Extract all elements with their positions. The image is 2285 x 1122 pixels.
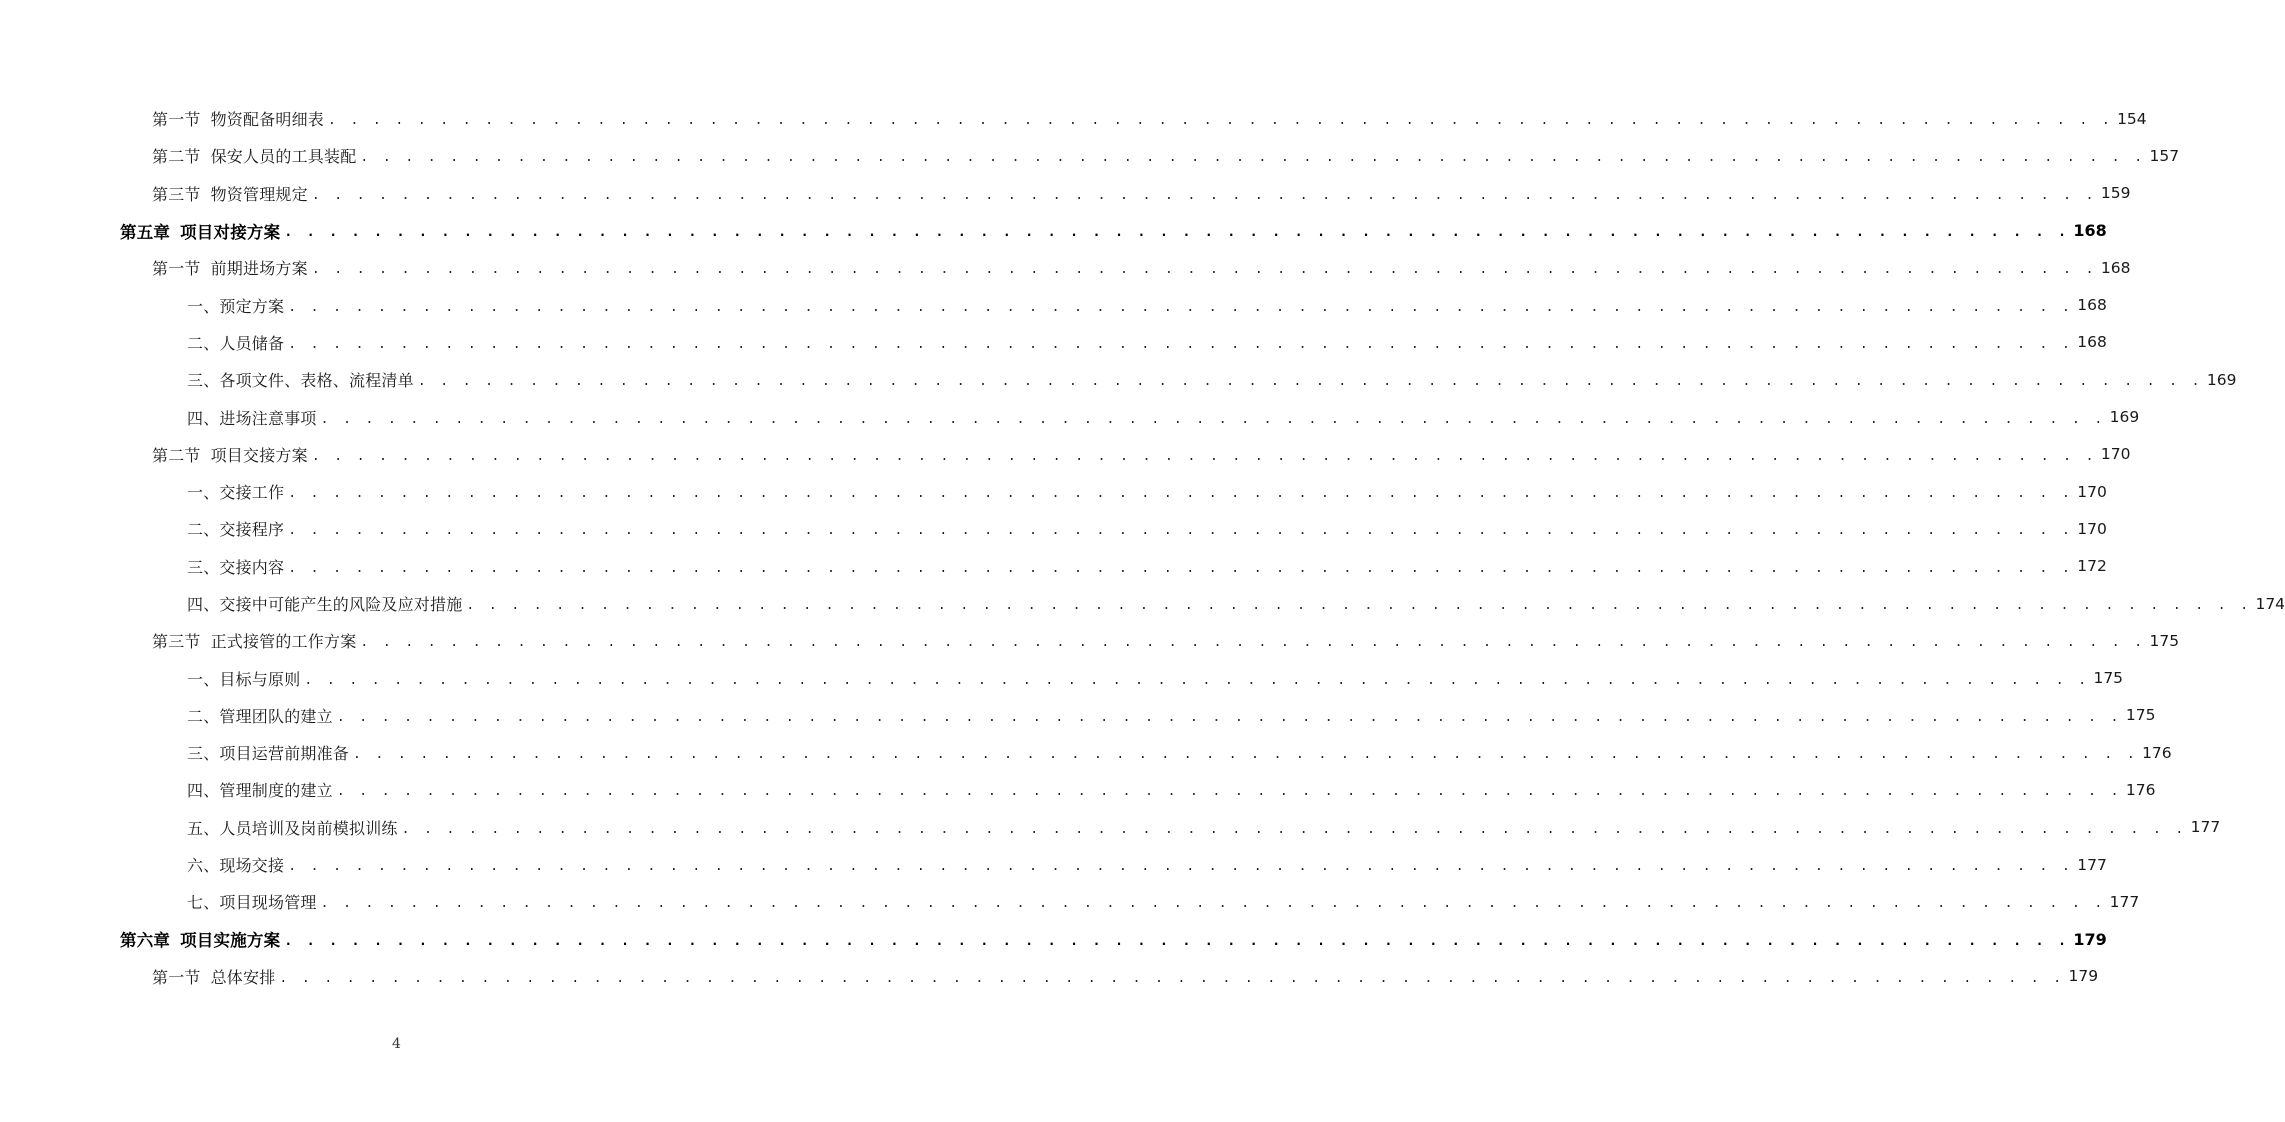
toc-entry-text: [152, 107, 324, 130]
toc-dot-leader: . . . . . . . . . . . . . . . . . . . . . . . . . . . . . . . . . . . . . . . . . . . . . . . . . . . . . . . . . . . . . . . . . . . . . . . . . . . . . . . .: [360, 150, 2146, 166]
toc-entry-title: 项目实施方案: [180, 931, 281, 951]
toc-section-entry[interactable]: [0, 958, 2099, 995]
toc-entry-text: [152, 182, 308, 205]
toc-entry-text: [187, 704, 333, 727]
toc-entry-label: 第五章: [120, 222, 171, 242]
toc-dot-leader: . . . . . . . . . . . . . . . . . . . . . . . . . . . . . . . . . . . . . . . . . . . . . . . . . . . . . . . . . . . . . . . . . . . . . . . . . . . . . . . .: [284, 933, 2070, 949]
toc-entry-page-number: 176: [2142, 743, 2172, 762]
toc-dot-leader: . . . . . . . . . . . . . . . . . . . . . . . . . . . . . . . . . . . . . . . . . . . . . . . . . . . . . . . . . . . . . . . . . . . . . . . . . . . . . . . .: [288, 299, 2074, 315]
toc-entry-page-number: 177: [2077, 855, 2107, 874]
toc-dot-leader: . . . . . . . . . . . . . . . . . . . . . . . . . . . . . . . . . . . . . . . . . . . . . . . . . . . . . . . . . . . . . . . . . . . . . . . . . . . . . . . .: [311, 262, 2097, 278]
toc-entry-title: 项目对接方案: [180, 222, 281, 242]
toc-entry-label: 第一节: [152, 259, 201, 279]
toc-entry-label: 第二节: [152, 445, 201, 465]
toc-dot-leader: . . . . . . . . . . . . . . . . . . . . . . . . . . . . . . . . . . . . . . . . . . . . . . . . . . . . . . . . . . . . . . . . . . . . . . . . . . . . . . . .: [417, 374, 2203, 390]
toc-entry-page-number: 168: [2077, 333, 2107, 352]
toc-dot-leader: . . . . . . . . . . . . . . . . . . . . . . . . . . . . . . . . . . . . . . . . . . . . . . . . . . . . . . . . . . . . . . . . . . . . . . . . . . . . . . . .: [288, 336, 2074, 352]
toc-entry-text: [187, 331, 284, 354]
toc-entry-title: 四、交接中可能产生的风险及应对措施: [187, 595, 463, 614]
toc-entry-label: 第六章: [120, 931, 171, 951]
table-of-contents: [0, 100, 2285, 995]
toc-dot-leader: . . . . . . . . . . . . . . . . . . . . . . . . . . . . . . . . . . . . . . . . . . . . . . . . . . . . . . . . . . . . . . . . . . . . . . . . . . . . . . . .: [336, 709, 2122, 725]
toc-entry-title: 五、人员培训及岗前模拟训练: [187, 818, 398, 838]
toc-entry-title: 三、各项文件、表格、流程清单: [187, 371, 414, 391]
toc-entry-text: [120, 927, 280, 951]
toc-entry-title: 四、进场注意事项: [187, 408, 317, 428]
toc-section-entry[interactable]: [0, 249, 2131, 286]
toc-entry-page-number: 175: [2125, 706, 2156, 725]
toc-entry-text: [187, 517, 284, 540]
toc-subsection-entry[interactable]: [0, 473, 2107, 510]
toc-subsection-entry[interactable]: [0, 809, 2221, 846]
toc-entry-text: [187, 778, 333, 801]
toc-subsection-entry[interactable]: [0, 734, 2172, 771]
toc-section-entry[interactable]: [0, 622, 2180, 659]
toc-subsection-entry[interactable]: [0, 286, 2107, 323]
toc-dot-leader: . . . . . . . . . . . . . . . . . . . . . . . . . . . . . . . . . . . . . . . . . . . . . . . . . . . . . . . . . . . . . . . . . . . . . . . . . . . . . . . .: [288, 523, 2074, 539]
toc-entry-label: 第三节: [152, 632, 201, 652]
toc-entry-page-number: 154: [2117, 109, 2147, 128]
toc-dot-leader: . . . . . . . . . . . . . . . . . . . . . . . . . . . . . . . . . . . . . . . . . . . . . . . . . . . . . . . . . . . . . . . . . . . . . . . . . . . . . . . .: [311, 187, 2097, 203]
toc-entry-title: 二、交接程序: [187, 520, 285, 540]
toc-entry-text: [187, 741, 349, 764]
toc-subsection-entry[interactable]: [0, 585, 2285, 622]
toc-dot-leader: . . . . . . . . . . . . . . . . . . . . . . . . . . . . . . . . . . . . . . . . . . . . . . . . . . . . . . . . . . . . . . . . . . . . . . . . . . . . . . . .: [311, 448, 2097, 464]
toc-entry-page-number: 169: [2206, 370, 2237, 389]
toc-entry-page-number: 168: [2100, 258, 2131, 277]
toc-entry-page-number: 179: [2073, 929, 2107, 949]
toc-entry-page-number: 172: [2077, 557, 2107, 576]
toc-entry-title: 七、项目现场管理: [187, 893, 317, 913]
toc-entry-text: [152, 144, 356, 167]
toc-subsection-entry[interactable]: [0, 324, 2107, 361]
toc-entry-page-number: 174: [2255, 594, 2285, 613]
toc-entry-page-number: 159: [2100, 184, 2131, 203]
toc-entry-text: [187, 406, 317, 429]
toc-chapter-entry[interactable]: [0, 212, 2107, 249]
toc-dot-leader: . . . . . . . . . . . . . . . . . . . . . . . . . . . . . . . . . . . . . . . . . . . . . . . . . . . . . . . . . . . . . . . . . . . . . . . . . . . . . . . .: [288, 560, 2074, 576]
toc-entry-text: [187, 890, 317, 913]
toc-entry-title: 物资管理规定: [210, 184, 308, 204]
toc-dot-leader: . . . . . . . . . . . . . . . . . . . . . . . . . . . . . . . . . . . . . . . . . . . . . . . . . . . . . . . . . . . . . . . . . . . . . . . . . . . . . . . .: [466, 598, 2252, 613]
toc-entry-title: 项目交接方案: [210, 445, 308, 465]
toc-entry-label: 第三节: [152, 184, 201, 204]
toc-entry-title: 四、管理制度的建立: [187, 781, 333, 801]
toc-dot-leader: . . . . . . . . . . . . . . . . . . . . . . . . . . . . . . . . . . . . . . . . . . . . . . . . . . . . . . . . . . . . . . . . . . . . . . . . . . . . . . . .: [360, 635, 2146, 651]
toc-entry-text: [120, 219, 280, 243]
toc-entry-title: 物资配备明细表: [210, 110, 325, 130]
toc-entry-page-number: 175: [2093, 669, 2124, 688]
toc-entry-page-number: 177: [2190, 818, 2221, 837]
toc-entry-text: [152, 256, 308, 279]
page-number: 4: [392, 1036, 401, 1052]
toc-subsection-entry[interactable]: [0, 771, 2156, 808]
toc-subsection-entry[interactable]: [0, 846, 2107, 883]
toc-section-entry[interactable]: [0, 175, 2131, 212]
toc-entry-text: [152, 629, 356, 652]
toc-entry-text: [187, 555, 284, 578]
toc-entry-title: 保安人员的工具装配: [210, 147, 357, 167]
toc-entry-page-number: 176: [2125, 780, 2156, 799]
toc-entry-title: 前期进场方案: [210, 259, 308, 279]
toc-entry-text: [187, 816, 398, 839]
toc-entry-text: [152, 965, 275, 988]
toc-dot-leader: . . . . . . . . . . . . . . . . . . . . . . . . . . . . . . . . . . . . . . . . . . . . . . . . . . . . . . . . . . . . . . . . . . . . . . . . . . . . . . . .: [284, 225, 2070, 241]
toc-entry-text: [152, 443, 308, 466]
toc-entry-page-number: 170: [2100, 445, 2131, 464]
toc-entry-page-number: 169: [2109, 408, 2140, 427]
toc-entry-text: [187, 294, 284, 317]
toc-entry-title: 一、交接工作: [187, 483, 285, 503]
toc-section-entry[interactable]: [0, 436, 2131, 473]
toc-entry-text: [187, 592, 462, 615]
toc-subsection-entry[interactable]: [0, 398, 2140, 435]
toc-dot-leader: . . . . . . . . . . . . . . . . . . . . . . . . . . . . . . . . . . . . . . . . . . . . . . . . . . . . . . . . . . . . . . . . . . . . . . . . . . . . . . . .: [288, 486, 2074, 502]
toc-entry-label: 第一节: [152, 110, 201, 130]
toc-entry-title: 六、现场交接: [187, 856, 285, 876]
toc-entry-page-number: 170: [2077, 519, 2107, 538]
toc-entry-page-number: 170: [2077, 482, 2107, 501]
toc-dot-leader: . . . . . . . . . . . . . . . . . . . . . . . . . . . . . . . . . . . . . . . . . . . . . . . . . . . . . . . . . . . . . . . . . . . . . . . . . . . . . . . .: [353, 747, 2139, 763]
toc-dot-leader: . . . . . . . . . . . . . . . . . . . . . . . . . . . . . . . . . . . . . . . . . . . . . . . . . . . . . . . . . . . . . . . . . . . . . . . . . . . . . . . .: [304, 672, 2090, 688]
toc-section-entry[interactable]: [0, 137, 2180, 174]
toc-entry-title: 正式接管的工作方案: [210, 632, 357, 652]
toc-section-entry[interactable]: [0, 100, 2147, 137]
toc-entry-text: [187, 368, 414, 391]
toc-subsection-entry[interactable]: [0, 697, 2156, 734]
toc-dot-leader: . . . . . . . . . . . . . . . . . . . . . . . . . . . . . . . . . . . . . . . . . . . . . . . . . . . . . . . . . . . . . . . . . . . . . . . . . . . . . . . .: [320, 411, 2106, 427]
toc-entry-title: 二、管理团队的建立: [187, 706, 333, 726]
toc-entry-text: [187, 853, 284, 876]
toc-subsection-entry[interactable]: [0, 548, 2107, 585]
toc-dot-leader: . . . . . . . . . . . . . . . . . . . . . . . . . . . . . . . . . . . . . . . . . . . . . . . . . . . . . . . . . . . . . . . . . . . . . . . . . . . . . . . .: [288, 859, 2074, 875]
toc-entry-page-number: 179: [2068, 967, 2099, 986]
toc-entry-label: 第二节: [152, 147, 201, 167]
toc-entry-title: 一、预定方案: [187, 296, 285, 316]
toc-dot-leader: . . . . . . . . . . . . . . . . . . . . . . . . . . . . . . . . . . . . . . . . . . . . . . . . . . . . . . . . . . . . . . . . . . . . . . . . . . . . . . . .: [320, 896, 2106, 912]
toc-entry-text: [187, 667, 300, 690]
toc-dot-leader: . . . . . . . . . . . . . . . . . . . . . . . . . . . . . . . . . . . . . . . . . . . . . . . . . . . . . . . . . . . . . . . . . . . . . . . . . . . . . . . .: [401, 821, 2187, 837]
toc-entry-title: 二、人员储备: [187, 333, 285, 353]
toc-subsection-entry[interactable]: [0, 883, 2140, 920]
toc-entry-title: 三、项目运营前期准备: [187, 744, 350, 764]
toc-dot-leader: . . . . . . . . . . . . . . . . . . . . . . . . . . . . . . . . . . . . . . . . . . . . . . . . . . . . . . . . . . . . . . . . . . . . . . . . . . . . . . . .: [279, 970, 2065, 986]
toc-entry-page-number: 157: [2149, 146, 2180, 165]
toc-entry-title: 总体安排: [210, 967, 276, 987]
toc-entry-page-number: 168: [2077, 296, 2107, 315]
toc-entry-page-number: 175: [2149, 631, 2180, 650]
toc-chapter-entry[interactable]: [0, 921, 2107, 958]
toc-entry-title: 三、交接内容: [187, 557, 285, 577]
toc-dot-leader: . . . . . . . . . . . . . . . . . . . . . . . . . . . . . . . . . . . . . . . . . . . . . . . . . . . . . . . . . . . . . . . . . . . . . . . . . . . . . . . .: [328, 113, 2114, 129]
toc-entry-label: 第一节: [152, 967, 201, 987]
toc-entry-text: [187, 480, 284, 503]
toc-subsection-entry[interactable]: [0, 361, 2237, 398]
toc-entry-title: 一、目标与原则: [187, 669, 301, 689]
toc-entry-page-number: 168: [2073, 221, 2107, 241]
toc-subsection-entry[interactable]: [0, 659, 2124, 696]
toc-subsection-entry[interactable]: [0, 510, 2107, 547]
toc-dot-leader: . . . . . . . . . . . . . . . . . . . . . . . . . . . . . . . . . . . . . . . . . . . . . . . . . . . . . . . . . . . . . . . . . . . . . . . . . . . . . . . .: [336, 784, 2122, 800]
toc-entry-page-number: 177: [2109, 892, 2140, 911]
